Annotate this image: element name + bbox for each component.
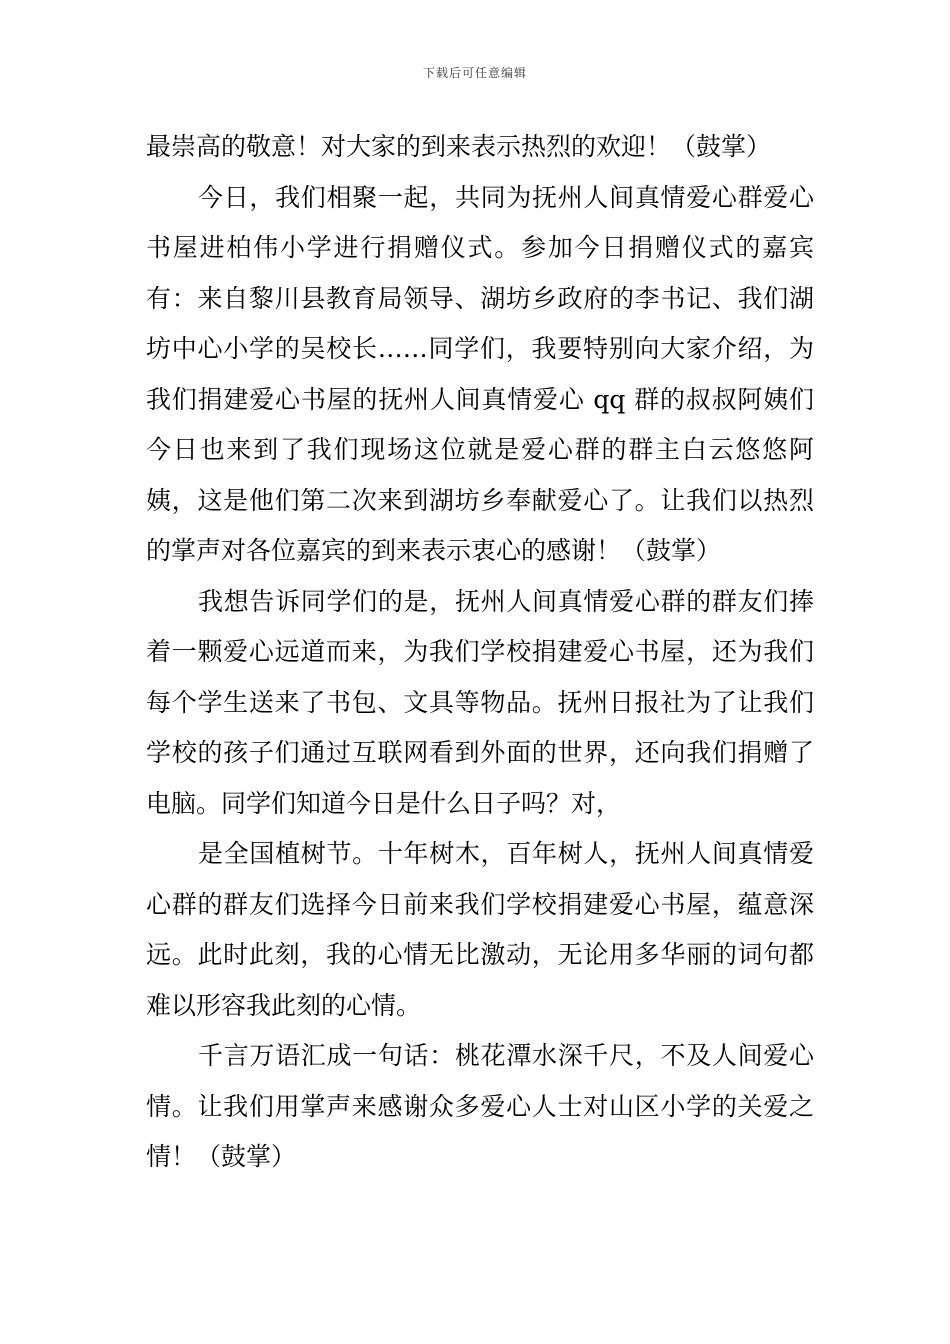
paragraph-2: 今日，我们相聚一起，共同为抚州人间真情爱心群爱心书屋进柏伟小学进行捐赠仪式。参加今日捐赠仪式的嘉宾有：来自黎川县教育局领导、湖坊乡政府的李书记、我们湖坊中心小学的吴校长……同学们，我要特别向大家介绍，为我们捐建爱心书屋的抚州人间真情爱心 qq 群的叔叔阿姨们今日也来到了我们现场这位就是爱心群的群主白云悠悠阿姨，这是他们第二次来到湖坊乡奉献爱心了。让我们以热烈的掌声对各位嘉宾的到来表示衷心的感谢！（鼓掌）	[146, 182, 814, 565]
page-header: 下载后可任意编辑	[422, 66, 527, 80]
document-body	[146, 122, 814, 1183]
paragraph-1: 最崇高的敬意！对大家的到来表示热烈的欢迎！（鼓掌）	[146, 132, 772, 161]
paragraph-4: 是全国植树节。十年树木，百年树人，抚州人间真情爱心群的群友们选择今日前来我们学校捐建爱心书屋，蕴意深远。此时此刻，我的心情无比激动，无论用多华丽的词句都难以形容我此刻的心情。	[146, 839, 814, 1020]
paragraph-3: 我想告诉同学们的是，抚州人间真情爱心群的群友们捧着一颗爱心远道而来，为我们学校捐建爱心书屋，还为我们每个学生送来了书包、文具等物品。抚州日报社为了让我们学校的孩子们通过互联网看到外面的世界，还向我们捐赠了电脑。同学们知道今日是什么日子吗？对，	[146, 586, 814, 818]
paragraph-5: 千言万语汇成一句话：桃花潭水深千尺，不及人间爱心情。让我们用掌声来感谢众多爱心人士对山区小学的关爱之情！（鼓掌）	[146, 1041, 814, 1171]
